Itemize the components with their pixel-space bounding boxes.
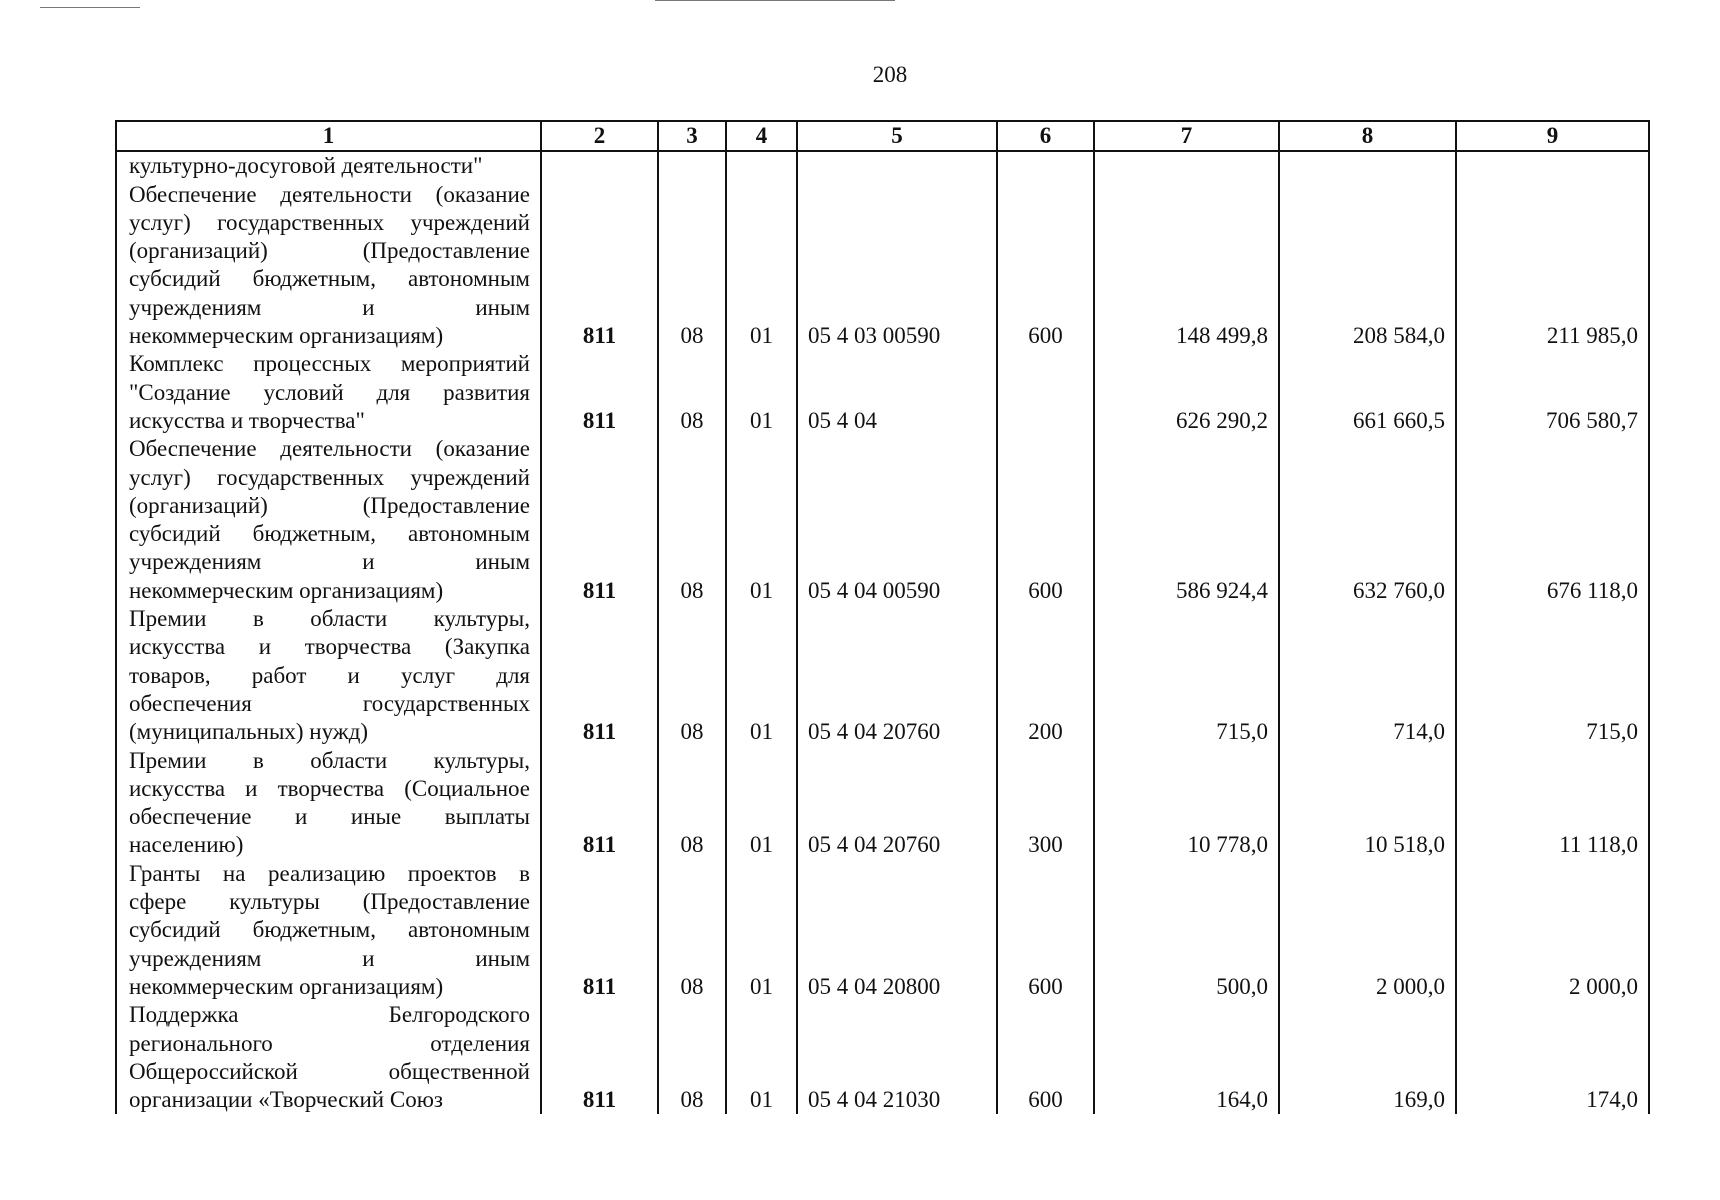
amount-year-1: 148 499,8 xyxy=(1094,181,1279,351)
description-line: учреждениям и иным xyxy=(129,294,530,320)
section-code: 08 xyxy=(658,435,726,605)
description-line: Гранты на реализацию проектов в xyxy=(129,860,530,886)
row-description xyxy=(116,181,541,351)
target-article-code xyxy=(797,151,997,180)
column-header: 8 xyxy=(1279,121,1456,151)
table-body xyxy=(116,151,1649,1114)
expense-type-code: 600 xyxy=(997,181,1094,351)
table-row xyxy=(116,860,1649,1001)
amount-year-1 xyxy=(1094,151,1279,180)
subsection-code: 01 xyxy=(726,1001,797,1114)
target-article-code: 05 4 04 00590 xyxy=(797,435,997,605)
expense-type-code: 200 xyxy=(997,605,1094,746)
description-line: (организаций) (Предоставление xyxy=(129,492,530,518)
amount-year-2: 169,0 xyxy=(1279,1001,1456,1114)
row-description xyxy=(116,860,541,1001)
amount-year-1: 164,0 xyxy=(1094,1001,1279,1114)
row-description xyxy=(116,1001,541,1114)
description-line: сфере культуры (Предоставление xyxy=(129,889,530,915)
amount-year-2: 632 760,0 xyxy=(1279,435,1456,605)
row-description xyxy=(116,747,541,860)
description-line: услуг) государственных учреждений xyxy=(129,209,530,235)
target-article-code: 05 4 04 20760 xyxy=(797,747,997,860)
amount-year-3: 715,0 xyxy=(1456,605,1649,746)
amount-year-3 xyxy=(1456,151,1649,180)
description-line: услуг) государственных учреждений xyxy=(129,464,530,490)
amount-year-3: 211 985,0 xyxy=(1456,181,1649,351)
amount-year-3: 676 118,0 xyxy=(1456,435,1649,605)
description-line: учреждениям и иным xyxy=(129,549,530,575)
description-line: культурно-досуговой деятельности" xyxy=(129,153,483,179)
ministry-code: 811 xyxy=(541,181,658,351)
description-line: регионального отделения xyxy=(129,1030,530,1056)
description-line: некоммерческим организациям) xyxy=(129,577,444,603)
amount-year-1: 500,0 xyxy=(1094,860,1279,1001)
column-header: 7 xyxy=(1094,121,1279,151)
expense-type-code: 600 xyxy=(997,860,1094,1001)
table-row xyxy=(116,181,1649,351)
section-code: 08 xyxy=(658,605,726,746)
target-article-code: 05 4 03 00590 xyxy=(797,181,997,351)
description-line: организации «Творческий Союз xyxy=(129,1087,443,1113)
description-line: "Создание условий для развития xyxy=(129,379,530,405)
ministry-code: 811 xyxy=(541,350,658,435)
row-description xyxy=(116,151,541,180)
expense-type-code xyxy=(997,151,1094,180)
subsection-code: 01 xyxy=(726,181,797,351)
amount-year-3: 11 118,0 xyxy=(1456,747,1649,860)
amount-year-1: 626 290,2 xyxy=(1094,350,1279,435)
table-row xyxy=(116,747,1649,860)
column-header: 4 xyxy=(726,121,797,151)
table-row xyxy=(116,435,1649,605)
subsection-code: 01 xyxy=(726,747,797,860)
description-line: искусства и творчества (Закупка xyxy=(129,634,530,660)
table-row xyxy=(116,605,1649,746)
ministry-code: 811 xyxy=(541,605,658,746)
expense-type-code xyxy=(997,350,1094,435)
amount-year-2: 714,0 xyxy=(1279,605,1456,746)
ministry-code: 811 xyxy=(541,860,658,1001)
section-code: 08 xyxy=(658,860,726,1001)
page-number: 208 xyxy=(872,62,908,87)
amount-year-3: 706 580,7 xyxy=(1456,350,1649,435)
amount-year-3: 2 000,0 xyxy=(1456,860,1649,1001)
description-line: (организаций) (Предоставление xyxy=(129,238,530,264)
description-line: товаров, работ и услуг для xyxy=(129,662,530,688)
row-description xyxy=(116,435,541,605)
description-line: Премии в области культуры, xyxy=(129,606,530,632)
target-article-code: 05 4 04 20800 xyxy=(797,860,997,1001)
description-line: субсидий бюджетным, автономным xyxy=(129,521,530,547)
description-line: искусства и творчества" xyxy=(129,407,365,433)
amount-year-1: 586 924,4 xyxy=(1094,435,1279,605)
expense-type-code: 600 xyxy=(997,1001,1094,1114)
column-header: 2 xyxy=(541,121,658,151)
scan-artifact-line xyxy=(655,0,895,1)
expense-type-code: 600 xyxy=(997,435,1094,605)
description-line: некоммерческим организациям) xyxy=(129,973,444,999)
target-article-code: 05 4 04 21030 xyxy=(797,1001,997,1114)
row-description xyxy=(116,350,541,435)
amount-year-1: 715,0 xyxy=(1094,605,1279,746)
description-line: субсидий бюджетным, автономным xyxy=(129,266,530,292)
subsection-code xyxy=(726,151,797,180)
subsection-code: 01 xyxy=(726,350,797,435)
subsection-code: 01 xyxy=(726,435,797,605)
amount-year-2: 208 584,0 xyxy=(1279,181,1456,351)
subsection-code: 01 xyxy=(726,605,797,746)
column-header: 1 xyxy=(116,121,541,151)
amount-year-2 xyxy=(1279,151,1456,180)
amount-year-2: 661 660,5 xyxy=(1279,350,1456,435)
section-code: 08 xyxy=(658,747,726,860)
description-line: Поддержка Белгородского xyxy=(129,1002,530,1028)
ministry-code xyxy=(541,151,658,180)
description-line: (муниципальных) нужд) xyxy=(129,719,369,745)
column-header: 3 xyxy=(658,121,726,151)
description-line: Обеспечение деятельности (оказание xyxy=(129,181,530,207)
ministry-code: 811 xyxy=(541,1001,658,1114)
table-row xyxy=(116,1001,1649,1114)
ministry-code: 811 xyxy=(541,747,658,860)
column-header: 9 xyxy=(1456,121,1649,151)
amount-year-2: 2 000,0 xyxy=(1279,860,1456,1001)
amount-year-2: 10 518,0 xyxy=(1279,747,1456,860)
section-code: 08 xyxy=(658,181,726,351)
description-line: обеспечения государственных xyxy=(129,690,530,716)
description-line: населению) xyxy=(129,832,244,858)
column-header: 5 xyxy=(797,121,997,151)
description-line: искусства и творчества (Социальное xyxy=(129,775,530,801)
row-description xyxy=(116,605,541,746)
description-line: учреждениям и иным xyxy=(129,945,530,971)
description-line: Премии в области культуры, xyxy=(129,747,530,773)
target-article-code: 05 4 04 20760 xyxy=(797,605,997,746)
section-code: 08 xyxy=(658,350,726,435)
description-line: Общероссийской общественной xyxy=(129,1058,530,1084)
column-header: 6 xyxy=(997,121,1094,151)
ministry-code: 811 xyxy=(541,435,658,605)
amount-year-1: 10 778,0 xyxy=(1094,747,1279,860)
table-row xyxy=(116,350,1649,435)
description-line: субсидий бюджетным, автономным xyxy=(129,917,530,943)
budget-table xyxy=(115,120,1650,1114)
column-number-header-row xyxy=(116,121,1649,151)
description-line: Комплекс процессных мероприятий xyxy=(129,351,530,377)
expense-type-code: 300 xyxy=(997,747,1094,860)
description-line: Обеспечение деятельности (оказание xyxy=(129,436,530,462)
subsection-code: 01 xyxy=(726,860,797,1001)
table-row xyxy=(116,151,1649,180)
section-code: 08 xyxy=(658,1001,726,1114)
description-line: некоммерческим организациям) xyxy=(129,323,444,349)
target-article-code: 05 4 04 xyxy=(797,350,997,435)
scan-artifact-line xyxy=(40,7,140,8)
section-code xyxy=(658,151,726,180)
description-line: обеспечение и иные выплаты xyxy=(129,804,530,830)
amount-year-3: 174,0 xyxy=(1456,1001,1649,1114)
